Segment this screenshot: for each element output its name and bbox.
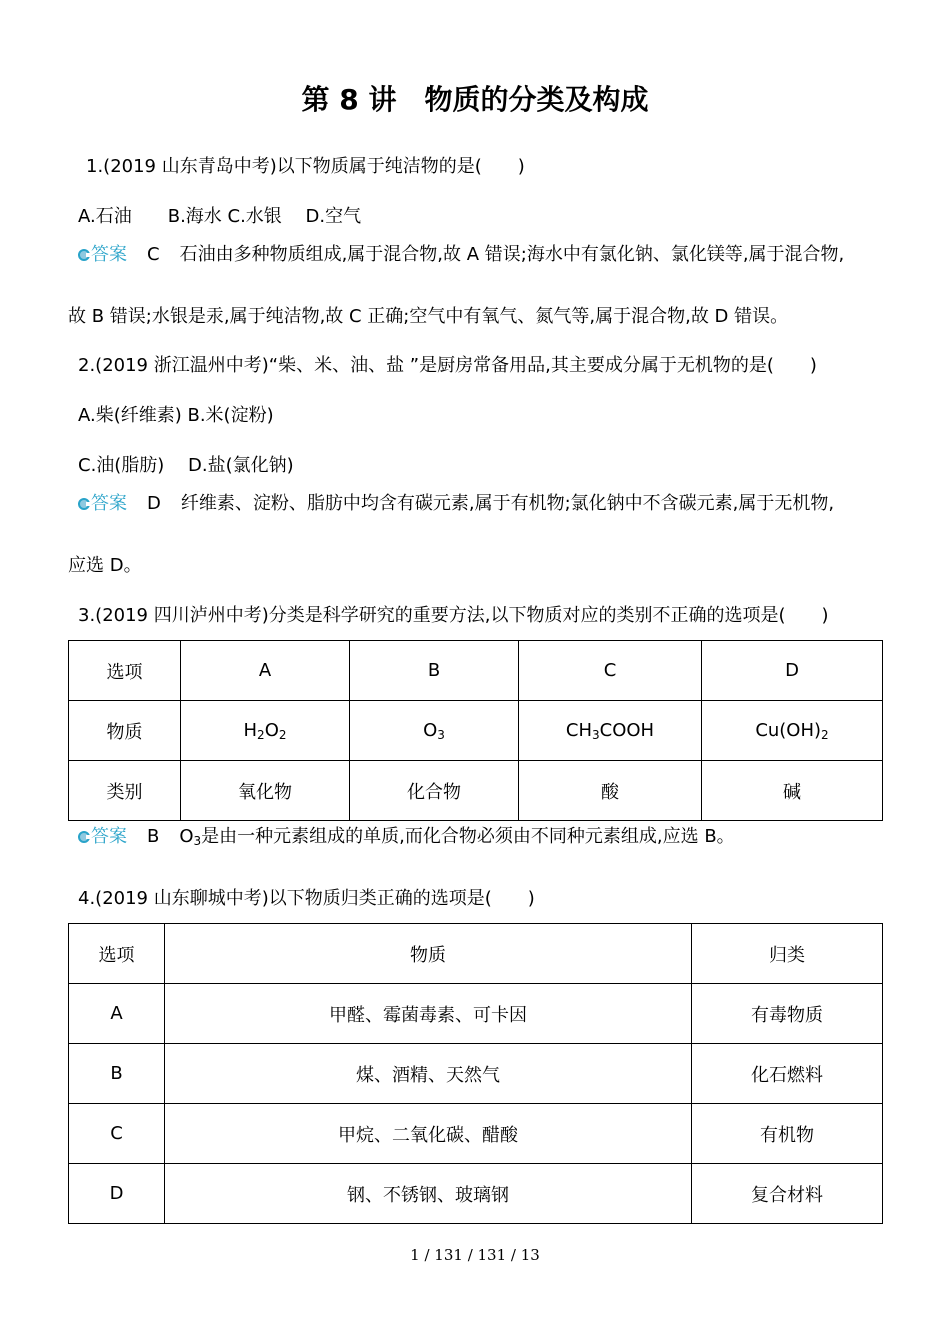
formula-subscript: 2 bbox=[821, 727, 829, 742]
table-cell: 酸 bbox=[519, 761, 702, 821]
table-row bbox=[69, 761, 883, 821]
q1-answer-letter: C bbox=[147, 244, 160, 265]
table-cell: 煤、酒精、天然气 bbox=[165, 1044, 692, 1104]
table-row bbox=[69, 1104, 883, 1164]
table-row bbox=[69, 1044, 883, 1104]
table-row bbox=[69, 924, 883, 984]
page-title: 第 8 讲 物质的分类及构成 bbox=[301, 83, 649, 116]
table-cell-formula bbox=[702, 701, 883, 761]
page-footer: 1 / 131 / 131 / 13 bbox=[410, 1246, 540, 1264]
table-row bbox=[69, 1164, 883, 1224]
table-cell: A bbox=[69, 984, 165, 1044]
formula-part: O bbox=[423, 719, 438, 741]
table-cell-formula bbox=[519, 701, 702, 761]
q2-answer-line bbox=[78, 491, 834, 517]
q3-explain-subscript: 3 bbox=[193, 834, 202, 848]
table-cell: D bbox=[702, 641, 883, 701]
table-cell: 选项 bbox=[69, 641, 181, 701]
q1-answer-line bbox=[78, 242, 844, 268]
table-cell: 有毒物质 bbox=[692, 984, 883, 1044]
table-cell: 有机物 bbox=[692, 1104, 883, 1164]
table-cell: 碱 bbox=[702, 761, 883, 821]
q2-answer-letter: D bbox=[147, 493, 161, 514]
q3-explain: 是由一种元素组成的单质,而化合物必须由不同种元素组成,应选 B。 bbox=[201, 826, 735, 847]
q3-stem: 3.(2019 四川泸州中考)分类是科学研究的重要方法,以下物质对应的类别不正确的选项是( ) bbox=[78, 605, 829, 626]
table-cell-formula bbox=[181, 701, 350, 761]
q4-table bbox=[68, 923, 883, 1224]
table-cell: C bbox=[69, 1104, 165, 1164]
q2-stem: 2.(2019 浙江温州中考)“柴、米、油、盐 ”是厨房常备用品,其主要成分属于无机物的是( ) bbox=[78, 355, 817, 376]
table-cell-formula bbox=[350, 701, 519, 761]
table-cell: 类别 bbox=[69, 761, 181, 821]
q2-explain-1: 纤维素、淀粉、脂肪中均含有碳元素,属于有机物;氯化钠中不含碳元素,属于无机物, bbox=[180, 493, 835, 514]
formula-part: O bbox=[264, 719, 279, 741]
table-cell: 甲醛、霉菌毒素、可卡因 bbox=[165, 984, 692, 1044]
table-cell: D bbox=[69, 1164, 165, 1224]
table-cell: 物质 bbox=[69, 701, 181, 761]
formula-part: COOH bbox=[599, 719, 655, 741]
formula-subscript: 3 bbox=[437, 727, 445, 742]
table-cell: B bbox=[350, 641, 519, 701]
answer-icon bbox=[78, 249, 90, 261]
q2-options-2: C.油(脂肪) D.盐(氯化钠) bbox=[78, 455, 294, 476]
table-cell: 氧化物 bbox=[181, 761, 350, 821]
q1-explain-2: 故 B 错误;水银是汞,属于纯洁物,故 C 正确;空气中有氧气、氮气等,属于混合物,故 D 错误。 bbox=[68, 306, 789, 327]
table-row bbox=[69, 984, 883, 1044]
answer-icon bbox=[78, 498, 90, 510]
q1-stem: 1.(2019 山东青岛中考)以下物质属于纯洁物的是( ) bbox=[86, 156, 525, 177]
formula-part: Cu(OH) bbox=[755, 719, 822, 741]
table-cell: C bbox=[519, 641, 702, 701]
table-cell: 复合材料 bbox=[692, 1164, 883, 1224]
table-cell: B bbox=[69, 1044, 165, 1104]
q3-answer-letter: B bbox=[147, 826, 160, 847]
table-cell: A bbox=[181, 641, 350, 701]
answer-label: 答案 bbox=[91, 826, 127, 847]
table-cell: 化石燃料 bbox=[692, 1044, 883, 1104]
table-cell: 化合物 bbox=[350, 761, 519, 821]
formula-part: CH bbox=[565, 719, 592, 741]
table-row bbox=[69, 641, 883, 701]
q1-options: A.石油 B.海水 C.水银 D.空气 bbox=[78, 206, 362, 227]
answer-label: 答案 bbox=[91, 244, 127, 265]
table-cell: 甲烷、二氧化碳、醋酸 bbox=[165, 1104, 692, 1164]
q2-options-1: A.柴(纤维素) B.米(淀粉) bbox=[78, 405, 274, 426]
formula-subscript: 2 bbox=[278, 727, 287, 742]
q1-explain-1: 石油由多种物质组成,属于混合物,故 A 错误;海水中有氯化钠、氯化镁等,属于混合物, bbox=[179, 244, 845, 265]
q3-answer-line bbox=[78, 824, 735, 854]
table-cell: 选项 bbox=[69, 924, 165, 984]
q4-stem: 4.(2019 山东聊城中考)以下物质归类正确的选项是( ) bbox=[78, 888, 535, 909]
q3-explain-formula: O bbox=[179, 826, 194, 847]
formula-subscript: 3 bbox=[592, 727, 600, 742]
formula-subscript: 2 bbox=[257, 727, 265, 742]
q3-table bbox=[68, 640, 883, 821]
q2-explain-2: 应选 D。 bbox=[68, 555, 142, 576]
table-cell: 归类 bbox=[692, 924, 883, 984]
table-cell: 钢、不锈钢、玻璃钢 bbox=[165, 1164, 692, 1224]
answer-icon bbox=[78, 831, 90, 843]
formula-part: H bbox=[243, 719, 258, 741]
table-cell: 物质 bbox=[165, 924, 692, 984]
table-row bbox=[69, 701, 883, 761]
answer-label: 答案 bbox=[91, 493, 127, 514]
